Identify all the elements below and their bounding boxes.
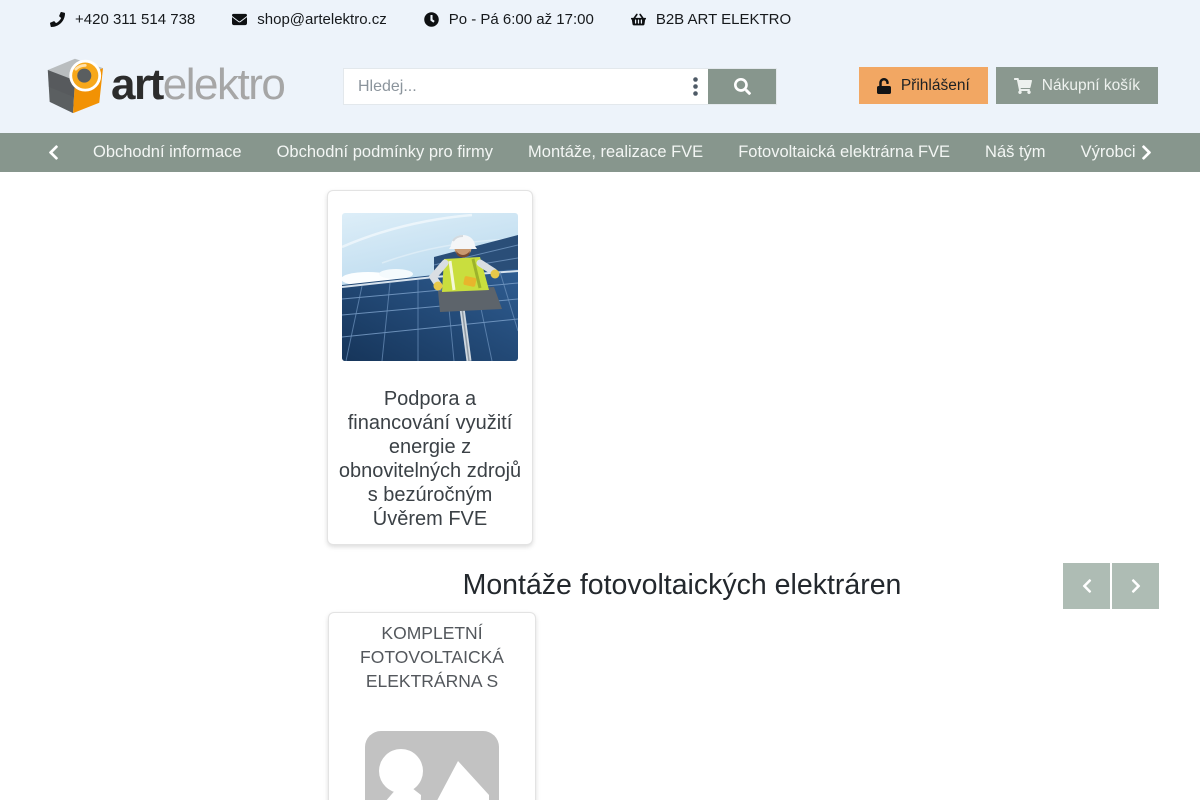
search-button[interactable] (708, 69, 776, 104)
topbar-hours-text: Po - Pá 6:00 až 17:00 (448, 10, 594, 28)
nav-scroll-left-button[interactable] (43, 133, 63, 172)
main-nav (0, 133, 1200, 172)
unlock-icon (877, 78, 891, 94)
topbar-b2b-link[interactable] (631, 11, 791, 28)
header-area (0, 0, 1200, 133)
logo-text-art: art (111, 60, 163, 109)
search-bar (343, 68, 777, 105)
search-input[interactable] (344, 69, 682, 104)
envelope-icon (232, 12, 247, 27)
logo-cube-icon (40, 56, 108, 114)
nav-items (93, 143, 1136, 162)
chevron-right-icon (1141, 144, 1152, 161)
chevron-left-icon (48, 144, 59, 161)
basket-icon (631, 12, 646, 27)
nav-item-fotovoltaicka-elektrarna[interactable]: Fotovoltaická elektrárna FVE (738, 143, 951, 161)
topbar-phone-text: +420 311 514 738 (75, 10, 196, 28)
topbar-phone-link[interactable] (50, 11, 195, 28)
nav-item-nas-tym[interactable]: Náš tým (985, 143, 1046, 161)
promo-card-title: Podpora a financování využití energie z obnovitelných zdrojů s bezúročným Úvěrem FVE (338, 388, 522, 530)
image-placeholder-icon (365, 731, 499, 800)
header-buttons (859, 67, 1158, 104)
nav-item-obchodni-podminky[interactable]: Obchodní podmínky pro firmy (276, 143, 494, 161)
nav-item-obchodni-informace[interactable]: Obchodní informace (93, 143, 242, 161)
logo-text-elektro: elektro (162, 60, 285, 109)
phone-icon (50, 12, 65, 27)
more-options-icon[interactable] (682, 69, 708, 104)
promo-image (342, 213, 518, 361)
logo-text (111, 60, 285, 109)
topbar (0, 0, 1200, 38)
chevron-right-icon (1131, 578, 1141, 594)
product-card[interactable] (328, 612, 536, 800)
logo[interactable] (40, 56, 284, 114)
chevron-left-icon (1082, 578, 1092, 594)
nav-item-vyrobci[interactable]: Výrobci (1080, 143, 1136, 161)
carousel-next-button[interactable] (1112, 563, 1159, 609)
topbar-email-link[interactable] (232, 11, 386, 28)
login-button-label: Přihlášení (900, 76, 970, 94)
topbar-email-text: shop@artelektro.cz (257, 10, 387, 28)
nav-scroll-right-button[interactable] (1136, 133, 1156, 172)
product-card-title: KOMPLETNÍ FOTOVOLTAICKÁ ELEKTRÁRNA S (360, 623, 504, 691)
carousel-prev-button[interactable] (1063, 563, 1110, 609)
nav-item-montaze-realizace[interactable]: Montáže, realizace FVE (528, 143, 704, 161)
topbar-opening-hours (424, 11, 594, 28)
clock-icon (424, 12, 439, 27)
cart-button[interactable] (996, 67, 1158, 104)
section-title: Montáže fotovoltaických elektráren (462, 569, 902, 601)
login-button[interactable] (859, 67, 988, 104)
cart-icon (1014, 78, 1032, 94)
cart-button-label: Nákupní košík (1041, 76, 1140, 94)
topbar-b2b-text: B2B ART ELEKTRO (655, 10, 792, 28)
promo-card[interactable] (327, 190, 533, 545)
search-icon (734, 78, 751, 95)
